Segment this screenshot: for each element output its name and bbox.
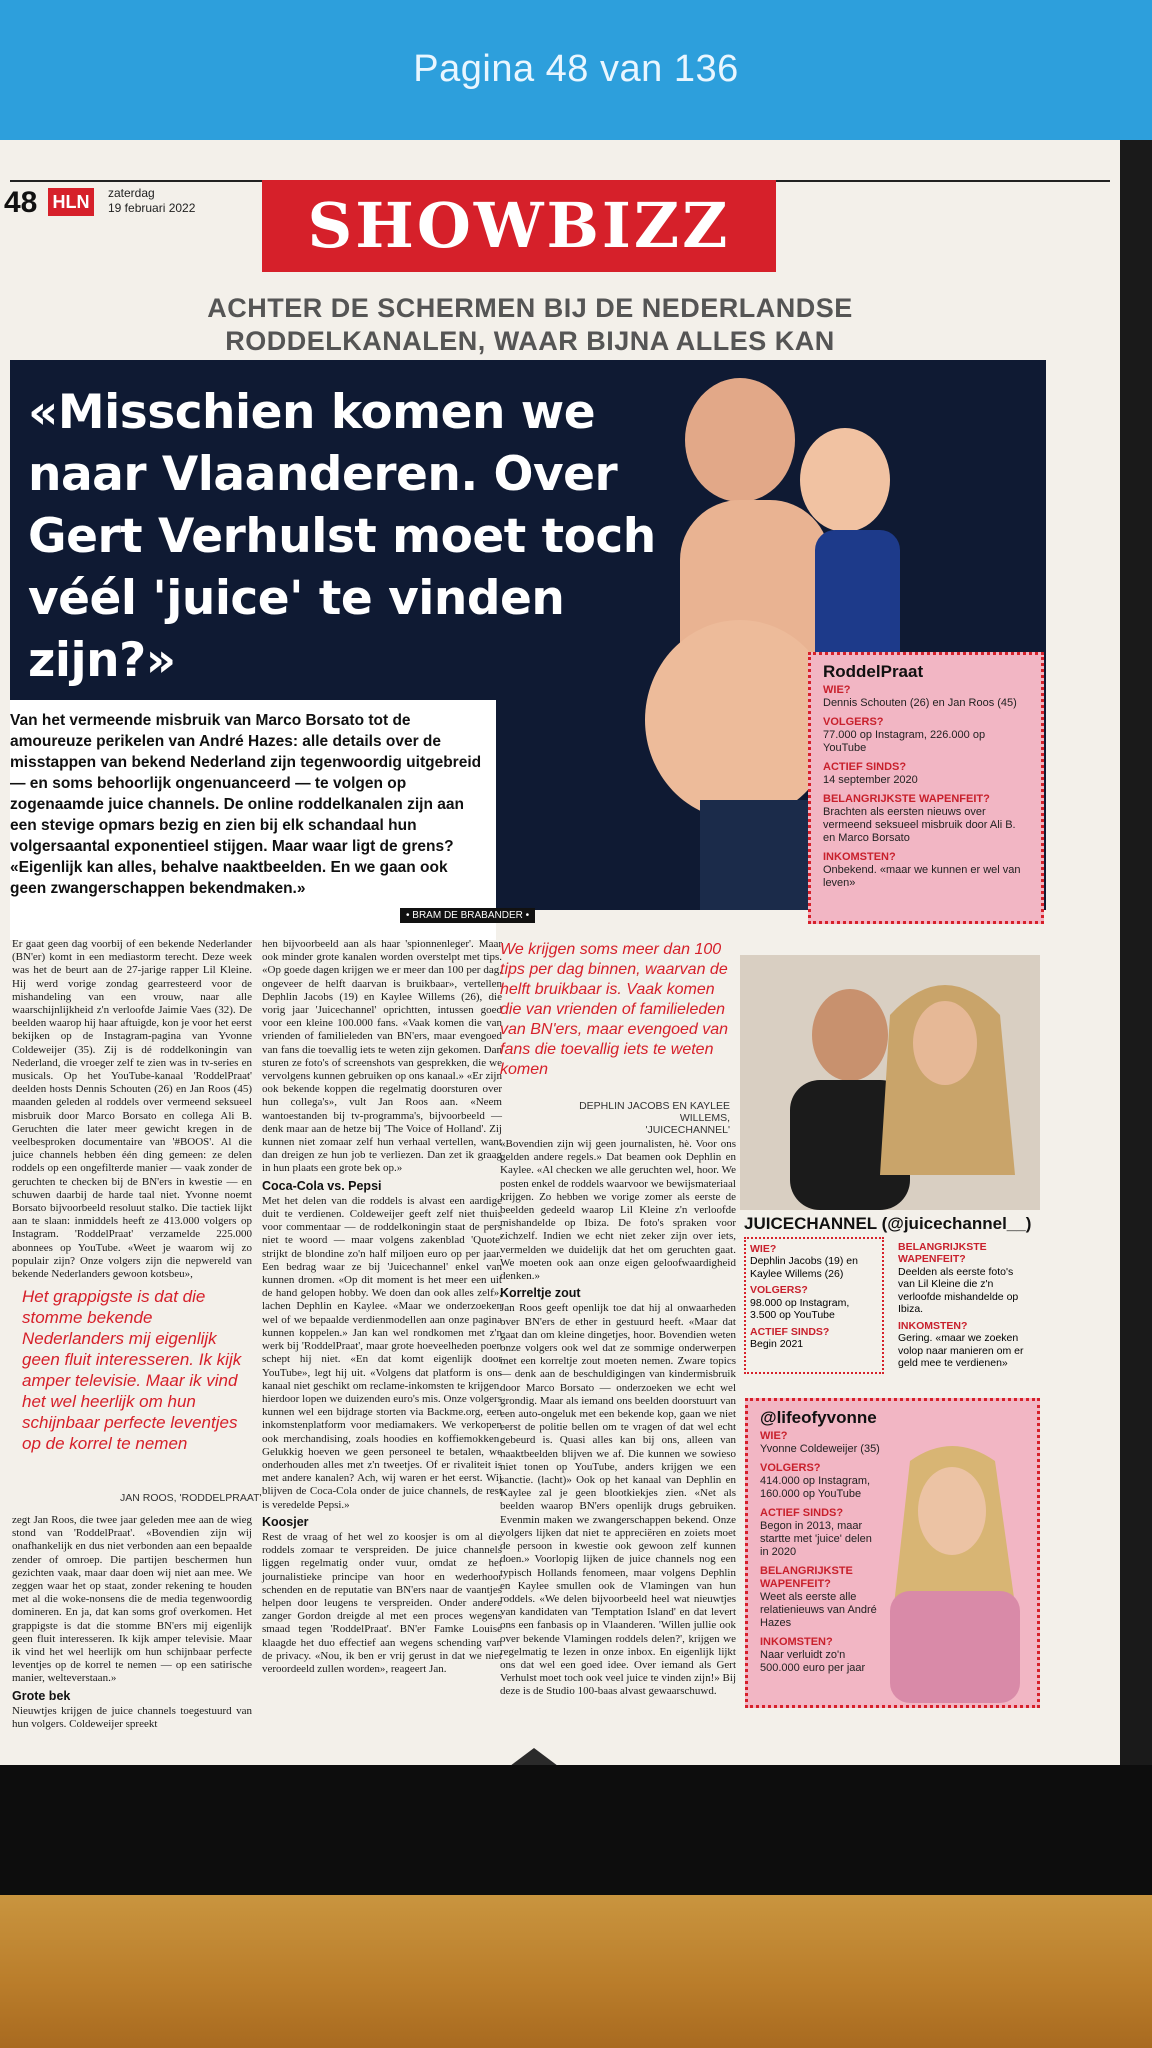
viewer-top-bar [0,0,1152,140]
box-label: BELANGRIJKSTE WAPENFEIT? [760,1565,853,1590]
body-column-1 [12,938,252,1281]
device-bezel [0,1765,1152,1895]
issue-date [108,186,218,216]
box-title: RoddelPraat [823,662,924,681]
box-value: Gering. «maar we zoeken volop naar manieren om er geld mee te verdienen» [898,1332,1024,1369]
info-box-roddelpraat [808,652,1044,924]
box-label: WIE? [760,1430,788,1442]
kicker-line-2: RODDELKANALEN, WAAR BIJNA ALLES KAN [225,326,835,356]
page-number: 48 [4,186,38,219]
body-text: zegt Jan Roos, die twee jaar geleden mee aan de wieg stond van 'RoddelPraat'. «Bovendien zijn wij onafhankelijk en dus niet verbonden aan een bepaalde zender of omroep. Die partijen beschermen hun gezichten vaak, maar daar doen wij niet aan mee. We zeggen waar het op staat, zonder rekening te houden met al die woke-nonsens die de media tegenwoordig domineren. En ja, dat kan soms grof overkomen. Het grappigste is dat die stomme BN'ers mij eigenlijk geen fluit interesseren. Ik kijk amper televisie. Maar ik vind het wel heerlijk om hun schijnbaar perfecte leventjes op de korrel te nemen — op een satirische manier, welteverstaan.» [12,1514,252,1685]
body-text: Nieuwtjes krijgen de juice channels toegestuurd van hun volgers. Coldeweijer spreekt [12,1704,252,1731]
box-label: INKOMSTEN? [898,1319,968,1332]
box-title: @lifeofyvonne [760,1408,877,1427]
wooden-table [0,1895,1152,2048]
body-text: Rest de vraag of het wel zo koosjer is om al die roddels zomaar te verspreiden. De juice channels liggen regelmatig onder vuur, omdat ze het journalistieke principe van hoor en wederhoor schenden en de reputatie van BN'ers naar de vaantjes helpen door leugens te verspreiden. Onder andere zanger Gordon dreigde al met een proces wegens smaad tegen 'RoddelPraat'. BN'er Famke Louise klaagde het duo effectief aan wegens schending van de privacy. «Nou, ik ben er vrij gerust in dat we niet veroordeeld zullen worden», reageert Jan. [262,1530,502,1675]
box-label: INKOMSTEN? [823,851,896,863]
body-text: Er gaat geen dag voorbij of een bekende Nederlander (BN'er) komt in een mediastorm terecht. Deze week was het de beurt aan de 27-jarige rapper Lil Kleine. Hij werd vorige zondag gearresteerd voor de mishandeling van een vrouw, naar alle waarschijnlijkheid z'n verloofde Jaimie Vaes (32). De beelden waarop hij haar aftuigde, kon je voor het eerst bekijken op de Instagram-pagina van Yvonne Coldeweijer (35). Zij is dé roddelkoningin van Nederland, die vroeger zelf te zien was in tv-series en musicals. Op het YouTube-kanaal 'RoddelPraat' deelden hosts Dennis Schouten (26) en Jan Roos (45) maanden geleden al roddels over vermeend seksueel misbruik door Marco Borsato en collega Ali B. Geruchten die later meer gewicht kregen in de veelbesproken documentaire van '#BOOS'. Al die juice channels hebben één ding gemeen: ze delen roddels op een ongefilterde manier — vaak zonder de geruchten te checken bij de BN'ers in kwestie — en schuwen daarbij de harde taal niet. Yvonne noemt Borsato bijvoorbeeld resoluut stalko. Die tactiek lijkt aan te slaan: inmiddels heeft ze 413.000 volgers op Instagram. 'RoddelPraat' verzamelde 225.000 abonnees op YouTube. «Weet je waarom wij zo populair zijn? Onze volgers zijn die nepwereld van bekende Nederlanders gewoon kotsbeu», [12,938,252,1281]
newspaper-page[interactable] [0,140,1120,1765]
box-value: Dephlin Jacobs (19) en Kaylee Willems (26) [750,1255,858,1280]
box-value: Deelden als eerste foto's van Lil Kleine die z'n verloofde mishandelde op Ibiza. [898,1265,1019,1315]
subheading: Coca-Cola vs. Pepsi [262,1178,382,1193]
box-label: WIE? [823,684,851,696]
article-kicker [200,292,860,358]
pull-quote: Het grappigste is dat die stomme bekende Nederlanders mij eigenlijk geen fluit interesseren. Ik kijk amper televisie. Maar ik vind het wel heerlijk om hun schijnbaar perfecte leventjes op de korrel te nemen [22,1287,242,1453]
box-label: WIE? [750,1242,777,1255]
byline: • BRAM DE BRABANDER • [400,908,535,923]
photo-yvonne-illustration [870,1441,1035,1703]
box-value: Naar verluidt zo'n 500.000 euro per jaar [760,1649,866,1674]
body-text: hen bijvoorbeeld aan als haar 'spionnenleger'. Maar ook minder grote kanalen worden overstelpt met tips. «Op goede dagen krijgen we er meer dan 100 per dag, ongeveer de helft daarvan is bruikbaar», vertellen Dephlin Jacobs (19) en Kaylee Willems (26), die vorig jaar 'Juicechannel' oprichtten, intussen goed voor een kleine 100.000 fans. «Vaak komen die van vrienden of familieleden van BN'ers, maar evengoed van fans die toevallig iets te weten zijn gekomen. Dan sturen ze foto's of screenshots van gesprekken, die we vervolgens kunnen gebruiken op ons kanaal.» «Er zijn ook bekende koppen die regelmatig doorsturen over hun collega's», vult Jan Roos aan. «Neem wantoestanden bij tv-programma's, bijvoorbeeld — denk maar aan de hetze bij 'The Voice of Holland'. Zij kunnen niet zomaar zelf hun verhaal vertellen, want dan dreigen ze hun job te verliezen. Dan zet ik graag in hun plaats een grote bek op.» [262,938,502,1175]
box-value: Onbekend. «maar we kunnen er wel van leven» [823,864,1021,889]
box-label: VOLGERS? [750,1284,808,1296]
box-title: JUICECHANNEL (@juicechannel__) [744,1214,1032,1233]
box-value: Dennis Schouten (26) en Jan Roos (45) [823,697,1017,709]
pull-quote-attribution: JAN ROOS, 'RODDELPRAAT' [120,1492,262,1504]
subheading: Koosjer [262,1514,309,1529]
article-intro: Van het vermeende misbruik van Marco Borsato tot de amoureuze perikelen van André Hazes: alle details over de misstappen van bekend Nederland zijn tegenwoordig uitgebreid — en soms behoorlijk ongenuanceerd — te volgen op zogenaamde juice channels. De online roddelkanalen zijn aan een stevige opmars bezig en zien bij elk schandaal hun volgersaantal exponentieel stijgen. Maar waar ligt de grens? «Eigenlijk kan alles, behalve naaktbeelden. En we gaan ook geen zwangerschappen bekendmaken.» [10,700,496,940]
pull-quote-attribution [530,1100,730,1136]
subheading: Korreltje zout [500,1286,581,1301]
box-columns [744,1237,1036,1374]
body-text: Met het delen van die roddels is alvast een aardige duit te verdienen. Coldeweijer geeft zelf niet thuis voor commentaar — de roddelkoningin staat de pers niet te woord — maar volgens zakenblad 'Quote' strijkt de blondine zo'n half miljoen euro op per jaar. Een bedrag waar ze bij 'Juicechannel' enkel van kunnen dromen. «Op dit moment is het meer een uit de hand gelopen hobby. We doen dan ook alles zelf», lachen Dephlin en Kaylee. «Maar we onderzoeken wel of we bepaalde verdienmodellen aan onze pagina kunnen koppelen.» Jan kan wel rondkomen met z'n werk bij 'RoddelPraat', maar grote hoeveelheden poen schept hij niet. «En dat komt eigenlijk door YouTube», legt hij uit. «Volgens dat platform is ons kanaal niet geschikt om reclame-inkomsten te krijgen, hierdoor lopen we duizenden euro's mis. Onze volgers kunnen wel een bijdrage storten via Backme.org, een inkomstenplatform voor mediamakers. We verkopen ook merchandising, zoals hoodies en koffiemokken. Gelukkig hoeven we geen personeel te betalen, we onderhouden alles met z'n tweetjes. Of er rivaliteit is met andere kanalen? Ach, wij waren er het eerst. Wij blijven de Coca-Cola onder de juice channels, de rest is veredelde Pepsi.» [262,1194,502,1511]
box-value: 77.000 op Instagram, 226.000 op YouTube [823,729,986,754]
box-column-right [894,1237,1034,1374]
box-label: INKOMSTEN? [760,1636,833,1648]
subheading: Grote bek [12,1688,71,1703]
box-label: ACTIEF SINDS? [760,1507,844,1519]
box-value: Weet als eerste alle relatienieuws van André Hazes [760,1591,877,1629]
section-logo: SHOWBIZZ [262,180,776,272]
info-box-lifeofyvonne [745,1398,1040,1708]
page-indicator: Pagina 48 van 136 [413,48,739,90]
box-label: ACTIEF SINDS? [750,1325,830,1338]
box-value: 414.000 op Instagram, 160.000 op YouTube [760,1475,871,1500]
body-column-1-continued [12,1514,252,1804]
scroll-indicator-icon[interactable] [510,1748,558,1766]
box-fields [760,1430,880,1675]
body-column-3 [500,1138,736,1808]
box-label: BELANGRIJKSTE WAPENFEIT? [898,1240,987,1265]
kicker-line-1: ACHTER DE SCHERMEN BIJ DE NEDERLANDSE [207,293,853,323]
box-value: Begon in 2013, maar startte met 'juice' delen in 2020 [760,1520,872,1558]
info-box-juicechannel [740,1212,1040,1377]
box-label: VOLGERS? [760,1462,821,1474]
issue-day: zaterdag [108,186,155,200]
box-label: VOLGERS? [823,716,884,728]
box-column-left [744,1237,884,1374]
photo-juicechannel-illustration [740,955,1040,1210]
box-value: 14 september 2020 [823,774,918,786]
box-value: Yvonne Coldeweijer (35) [760,1443,880,1455]
pull-quote: We krijgen soms meer dan 100 tips per dag binnen, waarvan de helft bruikbaar is. Vaak komen die van vrienden of familieleden van BN'ers, maar evengoed van fans die toevallig iets te weten komen [500,941,729,1078]
issue-full-date: 19 februari 2022 [108,201,196,215]
photo-juicechannel-hosts [740,955,1040,1210]
box-value: Brachten als eersten nieuws over vermeend seksueel misbruik door Ali B. en Marco Borsato [823,806,1016,844]
article-headline: «Misschien komen we naar Vlaanderen. Over Gert Verhulst moet toch véél 'juice' te vinden zijn?» [28,385,656,688]
body-text: Jan Roos geeft openlijk toe dat hij al onwaarheden over BN'ers de ether in gestuurd heeft. «Maar dat gaat dan om kleine dingetjes, hoor. Bovendien weten onze volgers ook wel dat ze sommige onderwerpen met een korreltje zout moeten nemen. Zware topics — denk aan de beschuldigingen van kindermisbruik door Marco Borsato — onderzoeken we echt wel grondig. Maar als iemand ons beelden doorstuurt van een auto-ongeluk met een bekende kop, gaan we niet eerst de politie bellen om te vragen of dat wel echt gebeurd is. Quasi alles kan bij ons, alleen van naaktbeelden blijven we af. Die kunnen we sowieso niet tonen op YouTube, anders krijgen we een sanctie. (lacht)» Ook op het kanaal van Dephlin en Kaylee zal je geen blootkiekjes zien. «Net als beelden waarop BN'ers openlijk drugs gebruiken. Evenmin maken we zwangerschappen bekend. Onze volgers lijken dat niet te appreciëren en zoiets moet de persoon in kwestie ook gewoon zelf kunnen doen.» Voorlopig lijken de juice channels nog een typisch Hollands fenomeen, maar volgens Dephlin en Kaylee smullen ook de Vlamingen van hun roddels. «We delen bijvoorbeeld heel wat nieuwtjes van kandidaten van 'Temptation Island' en dat levert ons een fanbasis op in Vlaanderen. 'Willen jullie ook over bekende Vlamingen roddels delen?', krijgen we regelmatig te lezen in onze inbox. En eigenlijk lijkt ons dat wel een goed idee. Over iemand als Gert Verhulst moet toch ook veel juice te vinden zijn!» Bij deze is de Studio 100-baas alvast gewaarschuwd. [500,1302,736,1698]
body-column-2 [262,938,502,1808]
box-value: 98.000 op Instagram, 3.500 op YouTube [750,1296,850,1321]
box-label: ACTIEF SINDS? [823,761,907,773]
box-value: Begin 2021 [750,1338,804,1350]
attribution-line-1: DEPHLIN JACOBS EN KAYLEE WILLEMS, [579,1100,730,1124]
attribution-line-2: 'JUICECHANNEL' [645,1124,730,1136]
box-label: BELANGRIJKSTE WAPENFEIT? [823,793,990,805]
body-text: «Bovendien zijn wij geen journalisten, hè. Voor ons gelden andere regels.» Dat beamen ook Dephlin en Kaylee. «Al checken we alle geruchten wel, hoor. We posten enkel de roddels waarvoor we bewijsmateriaal krijgen. Zo hebben we vorige zomer als eerste de beelden gedeeld waarop Lil Kleine z'n verloofde mishandelde op Ibiza. De foto's spraken voor zichzelf. Indien we echt niet zeker zijn over iets, vermelden we duidelijk dat het om geruchten gaat. We moeten ook aan onze eigen geloofwaardigheid denken.» [500,1138,736,1283]
hln-logo: HLN [48,188,94,216]
